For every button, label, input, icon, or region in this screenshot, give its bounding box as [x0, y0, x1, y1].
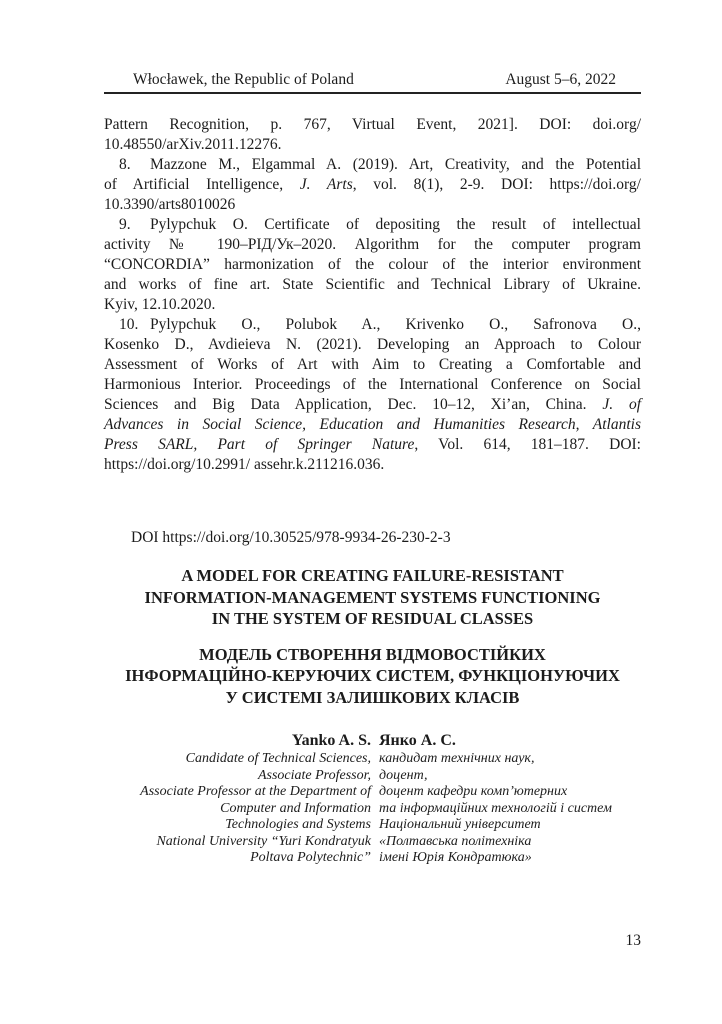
reference-text: Assessment of Works of Art with Aim to Creating a Comfortable and [104, 356, 641, 373]
page-header [104, 70, 641, 94]
reference-text: Pylypchuk O., Polubok A., Krivenko O., Safronova O., [150, 316, 641, 333]
author-name-uk: Янко А. С. [379, 732, 456, 749]
reference-line [104, 115, 641, 135]
reference-line [104, 315, 641, 335]
page-number: 13 [625, 932, 641, 949]
author-right-cell: доцент, [379, 767, 428, 783]
title-line: IN THE SYSTEM OF RESIDUAL CLASSES [211, 609, 534, 628]
reference-text: Sciences and Big Data Application, Dec. 10–12, Xi’an, China. [104, 396, 603, 413]
author-right-cell: Національний університет [379, 817, 541, 832]
reference-text: Pattern Recognition, p. 767, Virtual Event, 2021]. DOI: doi.org/ [104, 116, 641, 133]
reference-text: Harmonious Interior. Proceedings of the International Conference on Social [104, 376, 641, 393]
doi-line: DOI https://doi.org/10.30525/978-9934-26-230-2-3 [131, 529, 451, 546]
reference-text: activity № 190–РІД/Ук–2020. Algorithm for the computer program [104, 236, 641, 253]
header-venue: Włocławek, the Republic of Poland [133, 71, 354, 88]
author-left-cell: Candidate of Technical Sciences, [185, 751, 371, 766]
author-left-cell: Associate Professor, [257, 767, 371, 783]
reference-line [104, 455, 641, 475]
reference-number: 10. [119, 316, 139, 333]
reference-line [104, 275, 641, 295]
author-right-cell: та інформаційних технологій і систем [379, 800, 612, 816]
reference-line [104, 175, 641, 195]
reference-line [104, 235, 641, 255]
references-section [104, 115, 641, 475]
title-ukrainian [104, 644, 641, 709]
reference-line [104, 195, 641, 215]
title-english [104, 565, 641, 630]
reference-text: 10.3390/arts8010026 [104, 196, 236, 213]
title-line: ІНФОРМАЦІЙНО-КЕРУЮЧИХ СИСТЕМ, ФУНКЦІОНУЮЧИХ [125, 666, 620, 685]
reference-text: https://doi.org/10.2991/ assehr.k.211216.036. [104, 456, 385, 473]
reference-text: and works of fine art. State Scientific and Technical Library of Ukraine. [104, 276, 641, 293]
author-left-cell: Associate Professor at the Department of [140, 784, 371, 799]
reference-text: 10.48550/arXiv.2011.12276. [104, 136, 282, 153]
reference-line [104, 135, 641, 155]
reference-text: of Artificial Intelligence, [104, 176, 300, 193]
authors-section [104, 730, 641, 867]
title-line: У СИСТЕМІ ЗАЛИШКОВИХ КЛАСІВ [225, 687, 520, 707]
reference-text: Advances in Social Science, Education and Humanities Research, Atlantis [104, 416, 641, 433]
reference-line [104, 395, 641, 415]
reference-line [104, 255, 641, 275]
reference-line [104, 295, 641, 315]
reference-text: Kosenko D., Avdieieva N. (2021). Developing an Approach to Colour [104, 336, 641, 353]
reference-line [104, 355, 641, 375]
author-left-cell: National University “Yuri Kondratyuk [156, 833, 371, 849]
author-left-cell: Poltava Polytechnic” [250, 850, 371, 865]
reference-text: J. of [602, 396, 642, 413]
reference-text: Pylypchuk O. Certificate of depositing the result of intellectual [150, 216, 641, 233]
reference-line [104, 215, 641, 235]
author-left-cell: Computer and Information [220, 800, 371, 816]
reference-line [104, 375, 641, 395]
reference-text: “CONCORDIA” harmonization of the colour of the interior environment [104, 256, 641, 273]
header-date: August 5–6, 2022 [505, 71, 616, 88]
author-right-cell: доцент кафедри комп’ютерних [379, 784, 568, 799]
author-right-cell: імені Юрія Кондратюка» [379, 850, 532, 865]
reference-line [104, 435, 641, 455]
author-left-cell: Technologies and Systems [225, 817, 371, 832]
reference-number: 9. [119, 216, 131, 233]
title-line: INFORMATION-MANAGEMENT SYSTEMS FUNCTIONING [144, 587, 601, 607]
author-right-cell: кандидат технічних наук, [379, 751, 535, 766]
reference-text: J. Arts [299, 176, 353, 193]
title-line: A MODEL FOR CREATING FAILURE-RESISTANT [181, 566, 564, 585]
author-name-en: Yanko A. S. [291, 732, 371, 749]
reference-line [104, 335, 641, 355]
title-line: МОДЕЛЬ СТВОРЕННЯ ВІДМОВОСТІЙКИХ [199, 644, 546, 664]
reference-text: Mazzone M., Elgammal A. (2019). Art, Creativity, and the Potential [150, 156, 641, 173]
reference-line [104, 415, 641, 435]
reference-text: , Vol. 614, 181–187. DOI: [414, 436, 641, 453]
author-right-cell: «Полтавська політехніка [379, 833, 532, 849]
reference-text: , vol. 8(1), 2-9. DOI: https://doi.org/ [352, 176, 641, 193]
reference-text: Press SARL, Part of Springer Nature [104, 436, 415, 453]
reference-line [104, 155, 641, 175]
reference-text: Kyiv, 12.10.2020. [104, 296, 216, 313]
reference-number: 8. [119, 156, 131, 173]
